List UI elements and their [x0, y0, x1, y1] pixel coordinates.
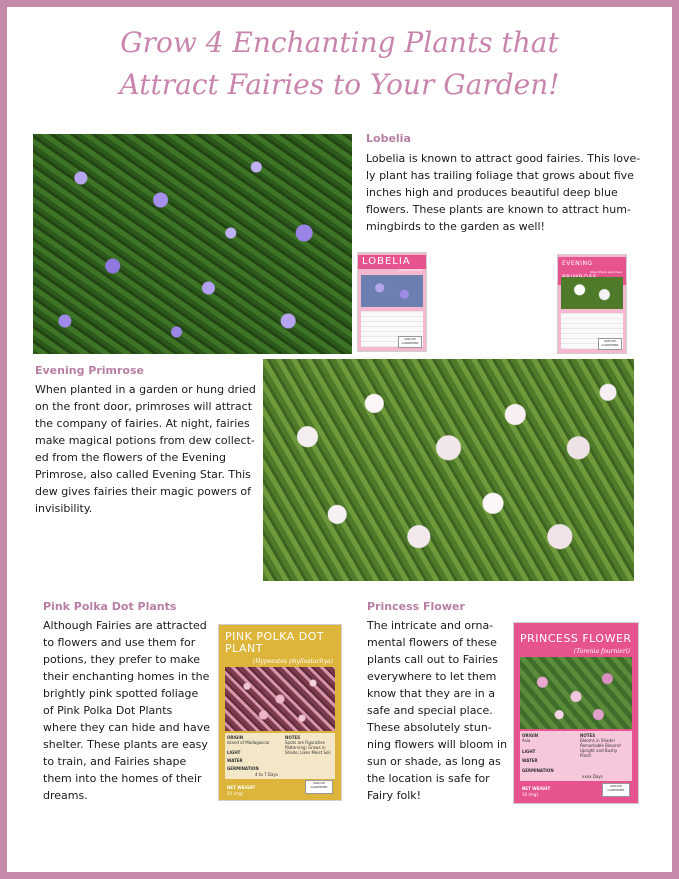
germination-label: GERMINATION — [227, 766, 259, 771]
lobelia-seed-packet — [357, 252, 427, 352]
notes-value: Spots are Figurative Patterning; Grows in Shade; Likes Moist Soil — [285, 740, 331, 755]
origin-label: ORIGIN — [522, 733, 539, 738]
lobelia-line: inches high and produces beautiful deep blue — [366, 186, 618, 199]
net-weight-value: 25 (mg) — [227, 791, 243, 796]
packet-subtitle: (Lobelia erinus) — [398, 268, 422, 272]
unique-gardener-logo: UNIQUE GARDENER — [602, 783, 630, 797]
polka-line: of Pink Polka Dot Plants — [43, 704, 173, 717]
primrose-line: Primrose, also called Evening Star. This — [35, 468, 251, 481]
polka-line: Although Fairies are attracted — [43, 619, 207, 632]
evening-primrose-photo — [263, 359, 634, 581]
lobelia-line: ly plant has trailing foliage that grows about five — [366, 169, 634, 182]
packet-photo — [225, 667, 335, 731]
primrose-line: dew gives fairies their magic powers of — [35, 485, 252, 498]
princess-line: everywhere to let them — [367, 670, 497, 683]
fairy-garden-page — [7, 7, 672, 872]
light-label: LIGHT — [522, 749, 536, 754]
princess-line: mental flowers of these — [367, 636, 497, 649]
polka-line: potions, they prefer to make — [43, 653, 200, 666]
polka-line: shelter. These plants are easy — [43, 738, 208, 751]
pink-polka-dot-seed-packet — [218, 624, 342, 801]
page-title-line-2: Attract Fairies to Your Garden! — [119, 68, 560, 101]
packet-info — [225, 733, 335, 779]
water-label: WATER — [522, 758, 538, 763]
lobelia-line: mingbirds to the garden as well! — [366, 220, 545, 233]
evening-primrose-description — [35, 381, 257, 517]
princess-line: ning flowers will bloom in — [367, 738, 508, 751]
polka-line: where they can hide and have — [43, 721, 211, 734]
packet-subtitle: (Torenia fournieri) — [573, 648, 630, 655]
princess-flower-heading: Princess Flower — [367, 600, 465, 613]
unique-gardener-logo: UNIQUE GARDENER — [305, 780, 333, 794]
polka-line: dreams. — [43, 789, 88, 802]
light-label: LIGHT — [227, 750, 241, 755]
packet-title — [225, 631, 335, 655]
princess-line: sun or shade, as long as — [367, 755, 501, 768]
pink-polka-dot-description — [43, 617, 218, 804]
princess-line: the location is safe for — [367, 772, 490, 785]
lobelia-description — [366, 150, 666, 235]
lobelia-heading: Lobelia — [366, 132, 411, 145]
princess-line: know that they are in a — [367, 687, 496, 700]
packet-title: PRINCESS FLOWER — [520, 632, 632, 645]
princess-flower-description — [367, 617, 515, 804]
packet-title: EVENING — [558, 257, 626, 285]
notes-value: Blooms in Shade! Remarkable Blooms! Upright and Bushy Plant! — [580, 738, 622, 758]
princess-flower-seed-packet — [513, 622, 639, 804]
lobelia-line: flowers. These plants are known to attract hum- — [366, 203, 631, 216]
net-weight-label: NET WEIGHT — [522, 786, 551, 791]
polka-line: their enchanting homes in the — [43, 670, 210, 683]
princess-line: safe and special place. — [367, 704, 493, 717]
notes-label: NOTES — [580, 733, 596, 738]
packet-title: LOBELIA — [358, 255, 426, 269]
evening-primrose-heading: Evening Primrose — [35, 364, 144, 377]
primrose-line: make magical potions from dew collect- — [35, 434, 255, 447]
polka-line: to flowers and use them for — [43, 636, 196, 649]
packet-title-line: PINK POLKA DOT — [225, 630, 325, 643]
primrose-line: When planted in a garden or hung dried — [35, 383, 256, 396]
packet-title-line: PLANT — [225, 642, 263, 655]
polka-line: brightly pink spotted foliage — [43, 687, 199, 700]
pink-polka-dot-heading: Pink Polka Dot Plants — [43, 600, 177, 613]
packet-subtitle: (Oenothera speciosa) — [589, 270, 622, 274]
primrose-line: invisibility. — [35, 502, 93, 515]
princess-line: Fairy folk! — [367, 789, 422, 802]
princess-line: plants call out to Fairies — [367, 653, 498, 666]
origin-label: ORIGIN — [227, 735, 244, 740]
packet-info — [520, 731, 632, 781]
packet-photo — [361, 275, 423, 307]
unique-gardener-logo: UNIQUE GARDENER — [598, 338, 622, 350]
polka-line: them into the homes of their — [43, 772, 202, 785]
water-label: WATER — [227, 758, 243, 763]
polka-line: to train, and Fairies shape — [43, 755, 187, 768]
net-weight-label: NET WEIGHT — [227, 785, 256, 790]
origin-value: Island of Madagascar — [227, 740, 270, 745]
unique-gardener-logo: UNIQUE GARDENER — [398, 336, 422, 348]
lobelia-photo — [33, 134, 352, 354]
primrose-line: the company of fairies. At night, fairies — [35, 417, 250, 430]
net-weight-value: 10 (mg) — [522, 792, 538, 797]
germination-value: 4 to 7 Days — [255, 772, 278, 777]
packet-photo — [561, 277, 623, 309]
evening-primrose-seed-packet — [557, 254, 627, 354]
primrose-line: ed from the flowers of the Evening — [35, 451, 226, 464]
notes-label: NOTES — [285, 735, 301, 740]
princess-line: The intricate and orna- — [367, 619, 494, 632]
germination-value: xxxx Days — [582, 774, 603, 779]
princess-line: These absolutely stun- — [367, 721, 492, 734]
packet-subtitle: (Hypoestes phyllostachya) — [252, 658, 333, 665]
germination-label: GERMINATION — [522, 768, 554, 773]
primrose-line: on the front door, primroses will attract — [35, 400, 253, 413]
packet-photo — [520, 657, 632, 729]
origin-value: Asia — [522, 738, 531, 743]
page-title-line-1: Grow 4 Enchanting Plants that — [120, 26, 559, 59]
lobelia-line: Lobelia is known to attract good fairies. This love- — [366, 152, 641, 165]
